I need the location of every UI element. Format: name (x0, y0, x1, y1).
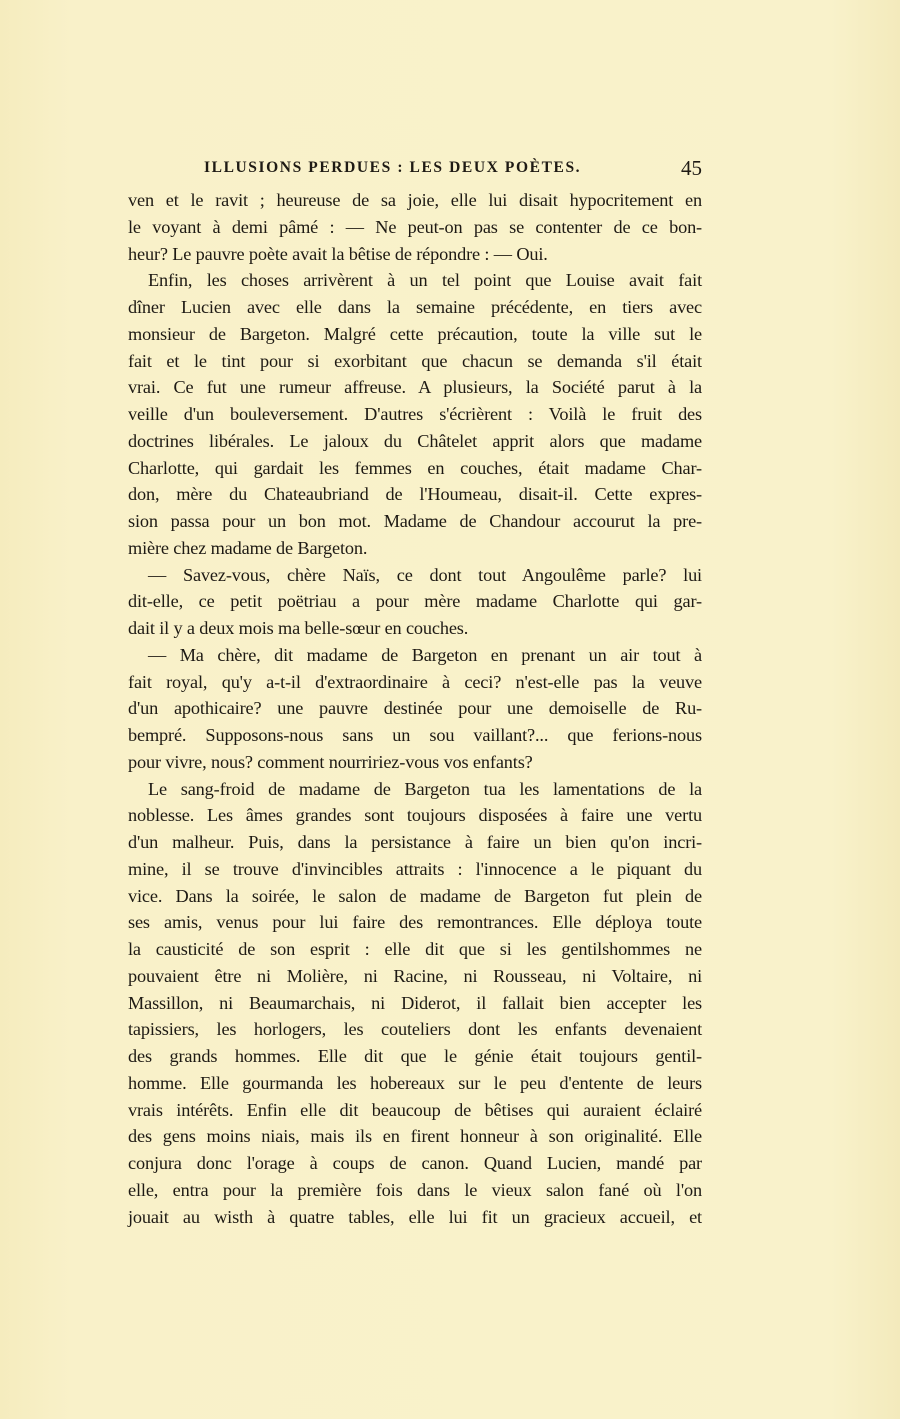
text-line: doctrines libérales. Le jaloux du Châtelet apprit alors que madame (128, 430, 702, 451)
text-line: dîner Lucien avec elle dans la semaine précédente, en tiers avec (128, 297, 702, 317)
text-line: des gens moins niais, mais ils en firent honneur à son originalité. Elle (128, 1126, 702, 1147)
text-line: sion passa pour un bon mot. Madame de Chandour accourut la pre- (128, 511, 702, 531)
text-line: mine, il se trouve d'invincibles attraits : l'innocence a le piquant du (128, 858, 702, 879)
text-line: d'un malheur. Puis, dans la persistance à faire un bien qu'on incri- (128, 832, 702, 852)
text-line: vice. Dans la soirée, le salon de madame de Bargeton fut plein de (128, 885, 702, 906)
text-line: veille d'un bouleversement. D'autres s'écrièrent : Voilà le fruit des (128, 404, 702, 424)
text-line: mière chez madame de Bargeton. (128, 537, 368, 558)
text-line: bempré. Supposons-nous sans un sou vaillant?... que ferions-nous (128, 725, 702, 745)
text-line: noblesse. Les âmes grandes sont toujours disposées à faire une vertu (128, 805, 702, 826)
running-title: ILLUSIONS PERDUES : LES DEUX POÈTES. (204, 159, 582, 176)
text-line: tapissiers, les horlogers, les couteliers dont les enfants devenaient (128, 1019, 702, 1040)
text-line: des grands hommes. Elle dit que le génie était toujours gentil- (128, 1046, 702, 1066)
text-line: jouait au wisth à quatre tables, elle lui fit un gracieux accueil, et (128, 1206, 702, 1227)
text-line: Enfin, les choses arrivèrent à un tel point que Louise avait fait (148, 270, 702, 291)
text-line: dit-elle, ce petit poëtriau a pour mère madame Charlotte qui gar- (128, 591, 702, 612)
text-line: conjura donc l'orage à coups de canon. Quand Lucien, mandé par (128, 1153, 702, 1173)
text-line: — Ma chère, dit madame de Bargeton en prenant un air tout à (148, 644, 702, 665)
text-line: d'un apothicaire? une pauvre destinée pour une demoiselle de Ru- (128, 698, 702, 719)
text-line: pouvaient être ni Molière, ni Racine, ni Rousseau, ni Voltaire, ni (128, 965, 702, 986)
text-line: fait et le tint pour si exorbitant que chacun se demanda s'il était (128, 350, 702, 371)
text-line: ven et le ravit ; heureuse de sa joie, elle lui disait hypocritement en (128, 190, 702, 210)
text-line: Le sang-froid de madame de Bargeton tua les lamentations de la (148, 778, 702, 799)
page-number: 45 (681, 156, 702, 180)
text-line: dait il y a deux mois ma belle-sœur en couches. (128, 618, 469, 638)
text-line: la causticité de son esprit : elle dit que si les gentilshommes ne (128, 939, 702, 959)
text-line: homme. Elle gourmanda les hobereaux sur le peu d'entente de leurs (128, 1072, 702, 1093)
body-text (128, 187, 702, 1230)
text-line: heur? Le pauvre poète avait la bêtise de répondre : — Oui. (128, 243, 548, 264)
text-line: vrais intérêts. Enfin elle dit beaucoup de bêtises qui auraient éclairé (128, 1099, 702, 1120)
text-line: ses amis, venus pour lui faire des remontrances. Elle déploya toute (128, 912, 702, 933)
text-line: vrai. Ce fut une rumeur affreuse. A plusieurs, la Société parut à la (128, 377, 702, 398)
text-line: le voyant à demi pâmé : — Ne peut-on pas se contenter de ce bon- (128, 216, 702, 237)
page-header (128, 157, 702, 183)
text-line: Charlotte, qui gardait les femmes en couches, était madame Char- (128, 457, 702, 478)
text-line: don, mère du Chateaubriand de l'Houmeau, disait-il. Cette expres- (128, 484, 702, 505)
text-line: elle, entra pour la première fois dans le vieux salon fané où l'on (128, 1179, 702, 1200)
text-line: fait royal, qu'y a-t-il d'extraordinaire à ceci? n'est-elle pas la veuve (128, 671, 702, 692)
text-line: Massillon, ni Beaumarchais, ni Diderot, il fallait bien accepter les (128, 992, 702, 1013)
text-line: monsieur de Bargeton. Malgré cette précaution, toute la ville sut le (128, 323, 702, 344)
text-line: — Savez-vous, chère Naïs, ce dont tout Angoulême parle? lui (148, 564, 702, 585)
text-line: pour vivre, nous? comment nourririez-vous vos enfants? (128, 751, 533, 772)
